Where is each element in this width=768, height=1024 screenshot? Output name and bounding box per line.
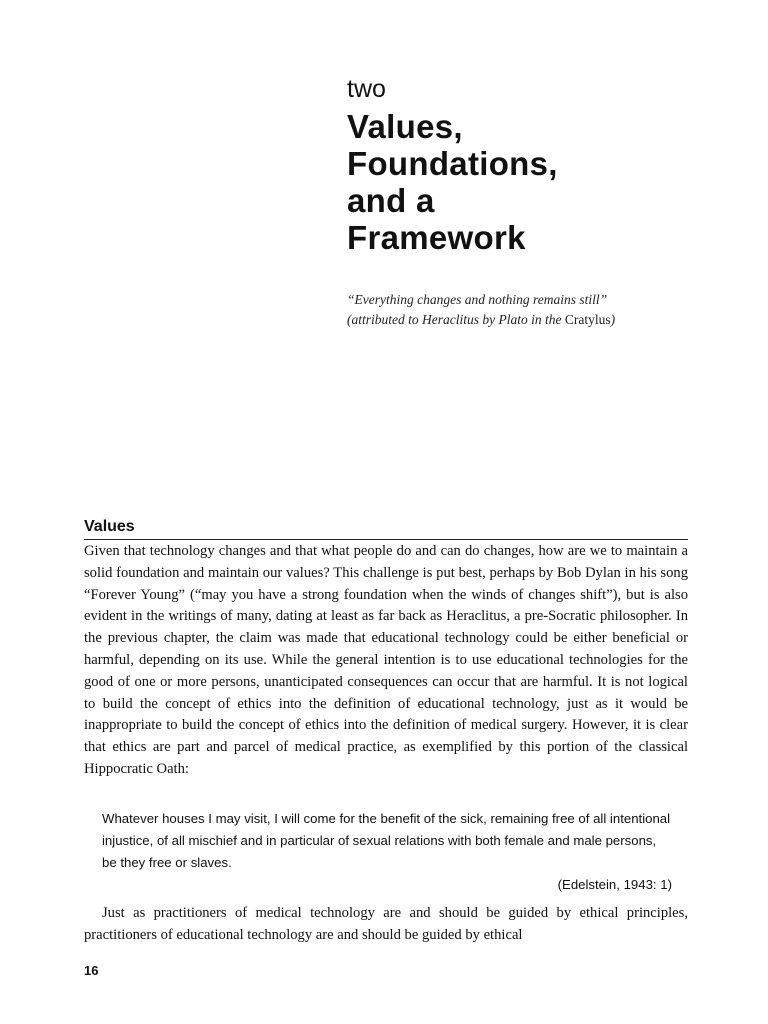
chapter-title-line: Foundations, [347,145,558,182]
epigraph-work-title: Cratylus [564,312,611,327]
chapter-title-line: and a [347,182,435,219]
body-paragraph: Given that technology changes and that what people do and can do changes, how are we to maintain a solid foundation and maintain our values? This challenge is put best, perhaps by Bob Dylan in his song “Forever Young” (“may you have a strong foundation when the winds of changes shift”), but is also evident in the writings of many, dating at least as far back as Heraclitus, a pre-Socratic philosopher. In the previous chapter, the claim was made that educational technology could be either beneficial or harmful, depending on its use. While the general intention is to use educational technologies for the good of one or more persons, unanticipated consequences can occur that are harmful. It is not logical to build the concept of ethics into the definition of educational technology, just as it would be inappropriate to build the concept of ethics into the definition of medical surgery. However, it is clear that ethics are part and parcel of medical practice, as exemplified by this portion of the classical Hippocratic Oath: [84,543,688,777]
body-paragraph: Just as practitioners of medical technology are and should be guided by ethical principles, practitioners of educational technology are and should be guided by ethical [84,905,688,943]
section-heading: Values [84,516,688,540]
epigraph-quote: “Everything changes and nothing remains still” [347,292,608,307]
epigraph-attribution-suffix: ) [610,312,616,327]
chapter-number: two [347,75,386,103]
epigraph [347,290,747,330]
block-quote-citation: (Edelstein, 1943: 1) [557,877,672,892]
chapter-title [347,108,747,256]
page-number: 16 [84,963,99,978]
block-quote [102,808,672,896]
epigraph-attribution-prefix: (attributed to Heraclitus by Plato in the [347,312,565,327]
epigraph-attribution [347,310,747,330]
chapter-title-line: Framework [347,219,526,256]
chapter-title-line: Values, [347,108,463,145]
block-quote-text: Whatever houses I may visit, I will come for the benefit of the sick, remaining free of all intentional injustice, of all mischief and in particular of sexual relations with both female and male persons, be they free or slaves. [102,811,671,870]
